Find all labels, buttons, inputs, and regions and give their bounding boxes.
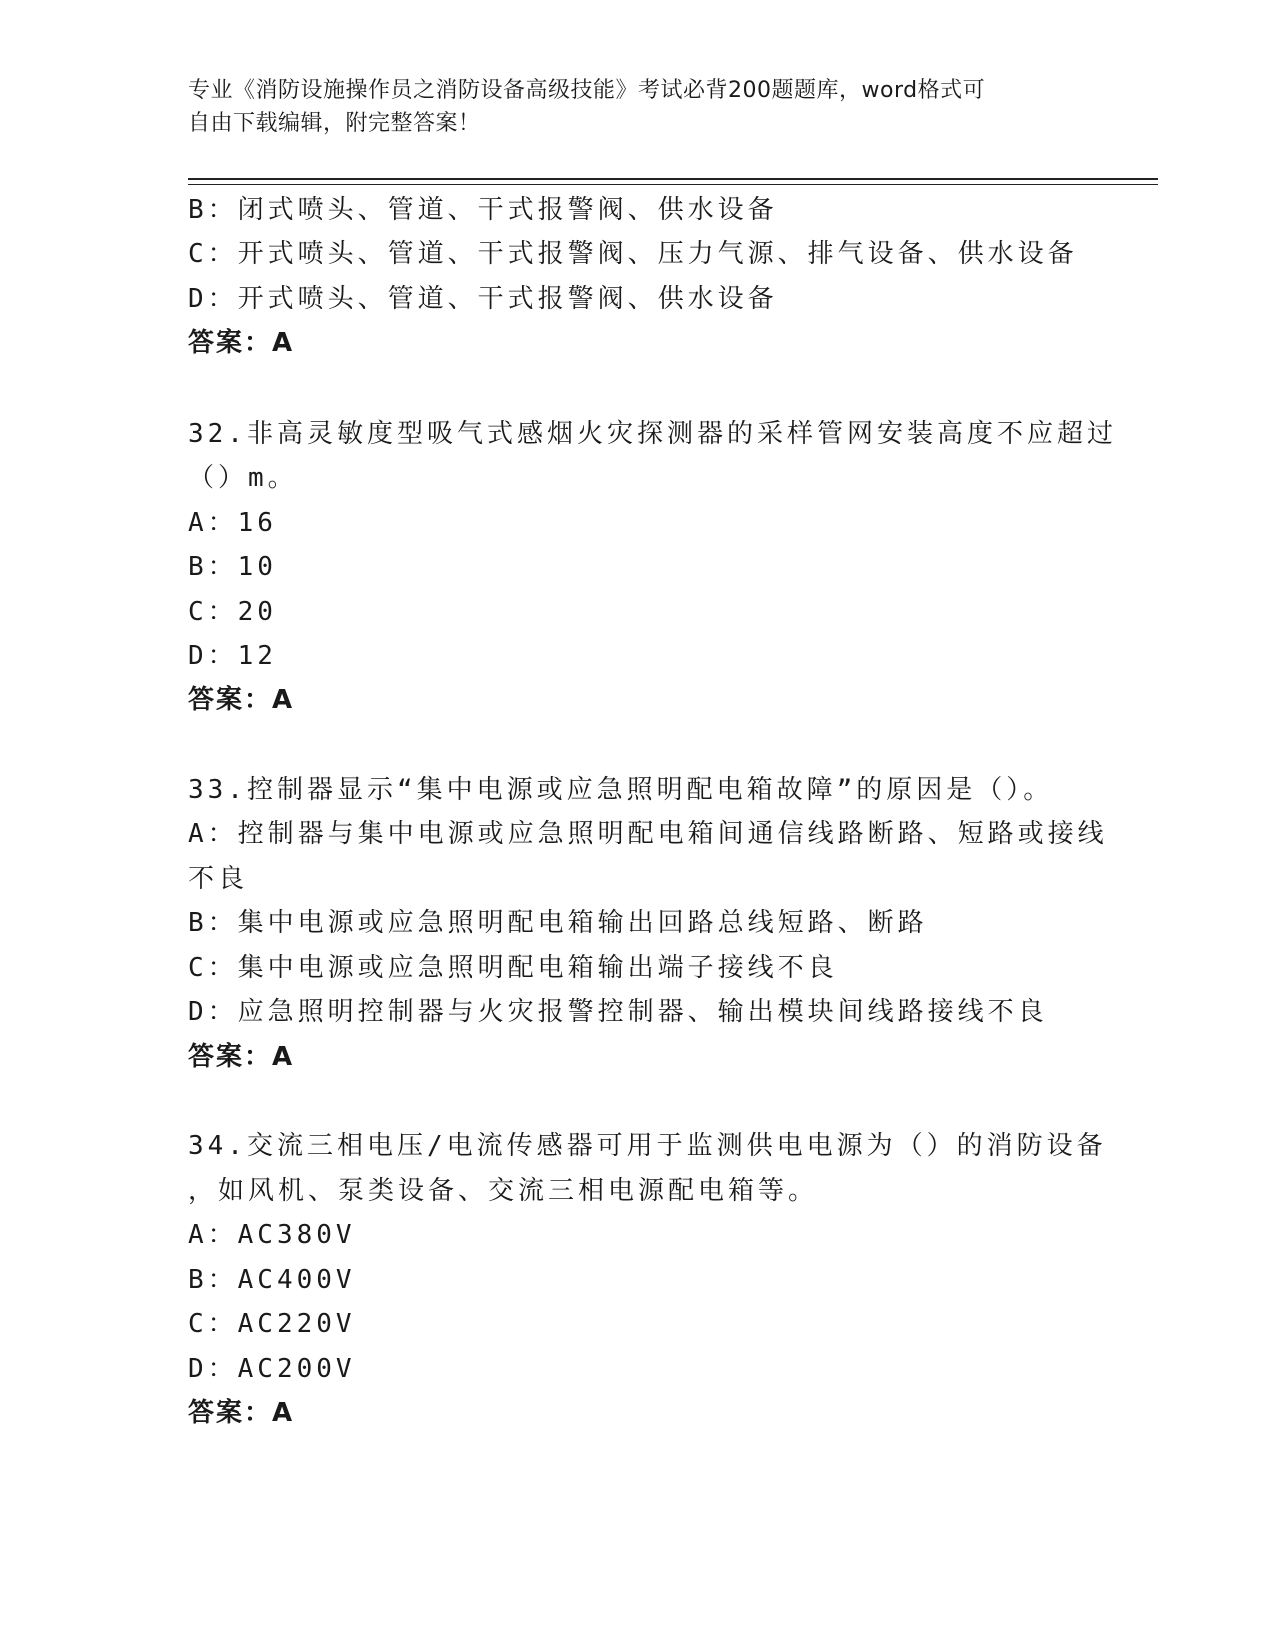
q31-option-c: C：开式喷头、管道、干式报警阀、压力气源、排气设备、供水设备 [188,239,1078,269]
q34-stem-line-2: ，如风机、泵类设备、交流三相电源配电箱等。 [188,1176,819,1206]
q32-answer: 答案：A [188,685,295,715]
q32-option-d: D：12 [188,641,277,671]
q34-answer: 答案：A [188,1398,295,1428]
q33-option-a-line-1: A：控制器与集中电源或应急照明配电箱间通信线路断路、短路或接线 [188,819,1108,849]
header-line-2: 自由下载编辑，附完整答案！ [188,111,481,136]
header-divider-thin [188,184,1158,185]
q33-stem: 33.控制器显示“集中电源或应急照明配电箱故障”的原因是（）。 [188,775,1054,805]
document-header [188,74,1088,140]
q33-option-d: D：应急照明控制器与火灾报警控制器、输出模块间线路接线不良 [188,997,1048,1027]
q32-stem-line-1: 32.非高灵敏度型吸气式感烟火灾探测器的采样管网安装高度不应超过 [188,419,1117,449]
q31-option-d: D：开式喷头、管道、干式报警阀、供水设备 [188,284,778,314]
q34-option-c: C：AC220V [188,1309,356,1339]
q33-option-a-line-2: 不良 [188,864,249,894]
q32-option-b: B：10 [188,552,277,582]
q32-option-c: C：20 [188,597,277,627]
q34-stem-line-1: 34.交流三相电压/电流传感器可用于监测供电电源为（）的消防设备 [188,1131,1107,1161]
q34-option-b: B：AC400V [188,1265,356,1295]
header-line-1: 专业《消防设施操作员之消防设备高级技能》考试必背200题题库，word格式可 [188,78,986,103]
q33-option-c: C：集中电源或应急照明配电箱输出端子接线不良 [188,953,838,983]
q33-answer: 答案：A [188,1042,295,1072]
q33-option-b: B：集中电源或应急照明配电箱输出回路总线短路、断路 [188,908,928,938]
q31-option-b: B：闭式喷头、管道、干式报警阀、供水设备 [188,195,778,225]
q32-stem-line-2: （）m。 [188,463,298,493]
q34-option-a: A：AC380V [188,1220,356,1250]
header-divider-thick [188,178,1158,180]
q34-option-d: D：AC200V [188,1354,356,1384]
q32-option-a: A：16 [188,508,277,538]
q31-answer: 答案：A [188,328,295,358]
